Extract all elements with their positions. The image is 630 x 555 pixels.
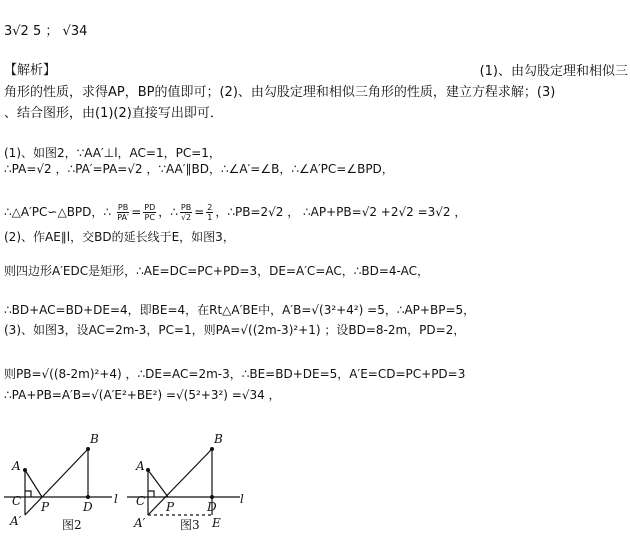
fig2-label-c: C	[12, 494, 22, 508]
geometry-figures	[0, 415, 630, 555]
point-b	[86, 447, 90, 451]
analysis-title: 【解析】	[4, 63, 57, 78]
figure-3-points	[146, 447, 214, 499]
analysis-line3: 、结合图形，由(1)(2)直接写出即可．	[4, 106, 223, 121]
fig3-label-l: l	[240, 492, 244, 506]
solution-line6: ∴BD+AC=BD+DE=4，即BE=4，在Rt△A′BE中，A′B=√(3²+4²) =5，∴AP+BP=5，	[4, 303, 476, 317]
fig2-label-l: l	[114, 492, 118, 506]
fig3-label-e: E	[212, 516, 221, 530]
fig3-label-a-prime: A′	[134, 516, 146, 530]
right-angle-mark	[25, 491, 31, 497]
solution-line4: (2)、作AE∥l，交BD的延长线于E，如图3，	[4, 230, 235, 244]
solution-line3-end: ，∴PB=2√2 ， ∴AP+PB=√2 +2√2 =3√2 ，	[215, 205, 467, 219]
answer-line	[4, 24, 87, 40]
fig3-label-c: C	[136, 494, 146, 508]
answer-part2: 5	[32, 24, 42, 39]
fraction-2-1: $\frac{2}{1}$	[207, 203, 213, 222]
fig2-label-d: D	[83, 500, 93, 514]
segment-ap	[148, 470, 168, 497]
fig2-label-a-prime: A′	[10, 514, 22, 528]
solution-line3: ∴△A′PC∽△BPD，∴ $\frac{PB}{PA'}$ = $\frac{PD}{PC}$ ，∴ $\frac{PB}{√2}$ = $\frac{2}{1}$ ，∴PB=2√2 ， ∴AP+PB=√2 +2√2 =3√2 ，	[4, 203, 467, 222]
fraction-pb-root2: $\frac{PB}{√2}$	[180, 203, 192, 222]
answer-part1: 3√2	[4, 24, 29, 39]
point-b	[210, 447, 214, 451]
right-angle-mark	[148, 491, 154, 497]
solution-line8: 则PB=√((8-2m)²+4) ，∴DE=AC=2m-3，∴BE=BD+DE=5，A′E=CD=PC+PD=3	[4, 367, 466, 381]
fig2-label-b: B	[90, 432, 99, 446]
segment-a-prime-b	[25, 449, 88, 515]
point-d	[86, 495, 90, 499]
solution-line9: ∴PA+PB=A′B=√(A′E²+BE²) =√(5²+3²) =√34 ，	[4, 388, 281, 402]
point-a	[146, 468, 150, 472]
solution-line3-start: ∴△A′PC∽△BPD，∴	[4, 205, 112, 219]
point-d	[210, 495, 214, 499]
fig3-label-p: P	[166, 500, 175, 514]
fraction-pb-pa: $\frac{PB}{PA'}$	[117, 203, 129, 222]
fraction-pd-pc: $\frac{PD}{PC}$	[144, 203, 156, 222]
solution-line7: (3)、如图3，设AC=2m-3，PC=1，则PA=√((2m-3)²+1) ；设BD=8-2m，PD=2，	[4, 323, 466, 337]
solution-line1: (1)、如图2，∵AA′⊥l，AC=1，PC=1，	[4, 146, 221, 160]
analysis-line2: 角形的性质，求得AP，BP的值即可；(2)、由勾股定理和相似三角形的性质，建立方程求解；(3)	[4, 85, 556, 100]
fig3-label-a: A	[136, 459, 145, 473]
fig2-caption: 图2	[62, 518, 82, 532]
fig2-label-a: A	[12, 459, 21, 473]
segment-ap	[25, 470, 42, 497]
solution-line5: 则四边形A′EDC是矩形，∴AE=DC=PC+PD=3，DE=A′C=AC，∴BD=4-AC，	[4, 264, 429, 278]
answer-part3: √34	[62, 24, 88, 39]
analysis-line1-tail: (1)、由勾股定理和相似三	[479, 64, 628, 79]
point-a	[23, 468, 27, 472]
fig3-caption: 图3	[180, 518, 200, 532]
solution-line2: ∴PA=√2 ，∴PA′=PA=√2 ，∵AA′∥BD，∴∠A′=∠B，∴∠A′PC=∠BPD，	[4, 162, 394, 176]
fig2-label-p: P	[41, 500, 50, 514]
fig3-label-b: B	[214, 432, 223, 446]
figure-2-points	[23, 447, 90, 499]
answer-separator: ；	[45, 24, 59, 39]
fig3-label-d: D	[207, 500, 217, 514]
